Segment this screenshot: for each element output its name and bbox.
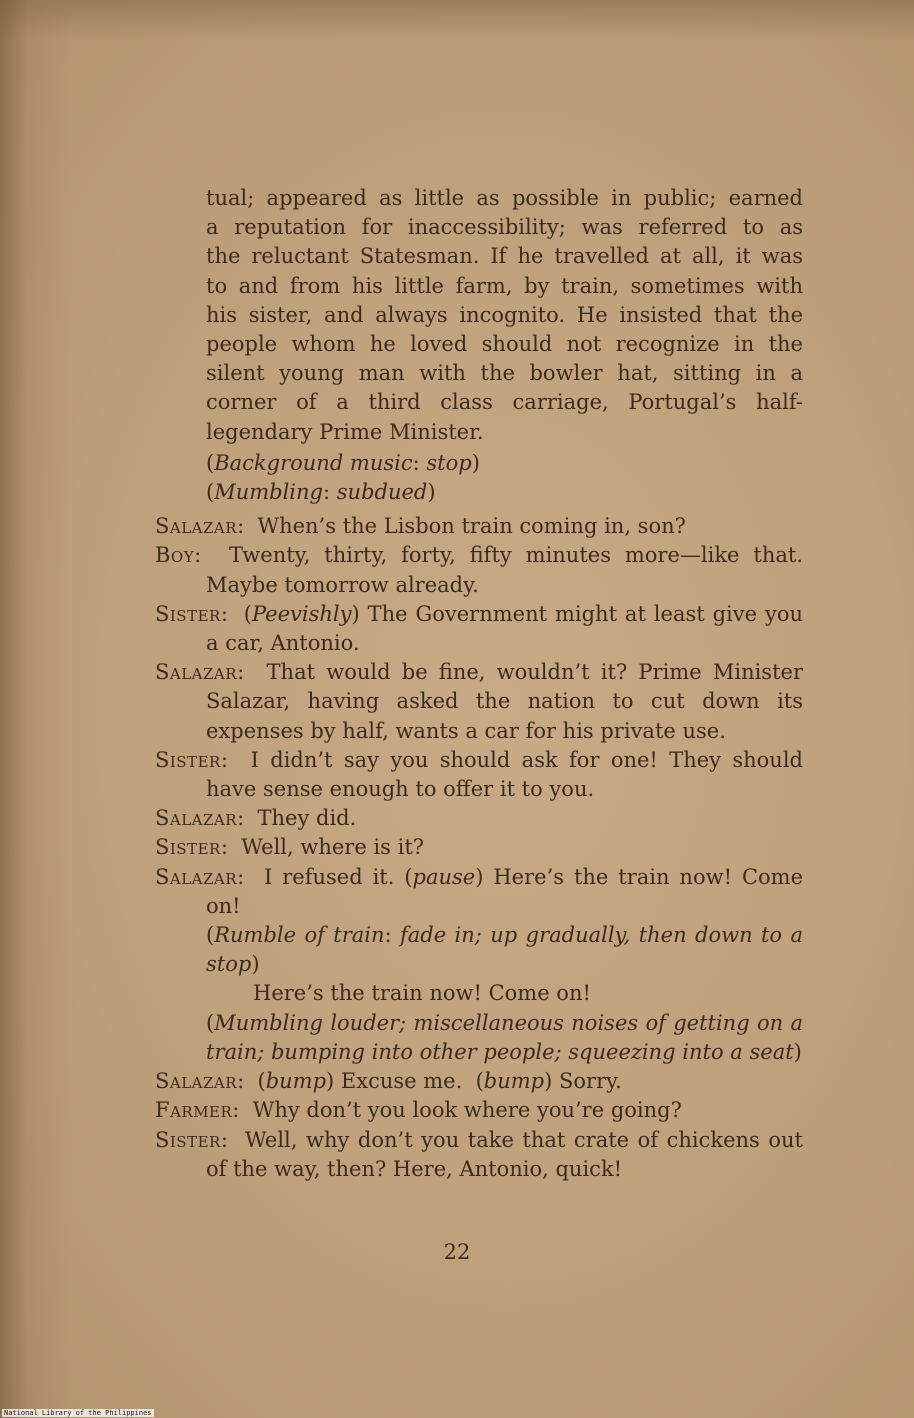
stage-cue: Peevishly [251,601,352,626]
dialogue-text: Here’s the train now! Come on! [206,864,803,918]
text-line: people whom he loved should not recognize in the [206,332,803,357]
text-line: the reluctant Statesman. If he travelled at all, it was [206,244,803,269]
stage-direction: (Background music: stop) [206,450,480,475]
dialogue-line: Boy: Twenty, thirty, forty, fifty minutes more—like that. Maybe tomorrow already. [155,543,803,597]
dialogue-text: The Government might at least give you a car, Antonio. [206,601,803,656]
speaker-name: Sister [155,835,221,860]
dialogue-line: Sister: (Peevishly) The Government might at least give you a car, Antonio. [155,601,803,656]
stage-direction: (Mumbling: subdued) [206,480,436,505]
dialogue-line: Salazar: When’s the Lisbon train coming in, son? [155,514,686,539]
dialogue-text: Twenty, thirty, forty, fifty minutes more—like that. Maybe tomorrow already. [206,543,803,597]
dialogue-line: Salazar: That would be fine, wouldn’t it? Prime Minister Salazar, having asked the nation to cut down its expenses by half, wants a car for his private use. [155,660,803,743]
text-line: legendary Prime Minister. [206,419,484,444]
speaker-name: Salazar [155,806,238,831]
dialogue-line: Sister: I didn’t say you should ask for one! They should have sense enough to offer it to you. [155,747,803,802]
direction-label: Mumbling [214,480,323,505]
speaker-name: Salazar [155,514,238,539]
stage-cue: pause [412,864,476,889]
stage-direction: (Mumbling louder; miscellaneous noises of getting on a train; bumping into other people; squeezing into a seat) [206,1010,803,1064]
page-number: 22 [443,1240,471,1264]
stage-cue: bump [483,1069,545,1094]
speaker-name: Boy [155,543,195,568]
repeated-line: Here’s the train now! Come on! [253,981,591,1006]
dialogue-line: Salazar: (bump) Excuse me. (bump) Sorry. [155,1069,622,1094]
dialogue-line: Farmer: Why don’t you look where you’re going? [155,1098,682,1123]
dialogue-text: I refused it. [264,864,395,889]
dialogue-text: They did. [257,806,357,831]
page-text [155,184,803,1184]
speaker-name: Salazar [155,1069,238,1094]
dialogue-text: Why don’t you look where you’re going? [252,1098,682,1123]
direction-label: Background music [214,450,413,475]
dialogue-text: Sorry. [559,1069,622,1094]
speaker-name: Salazar [155,864,238,889]
dialogue-line: Sister: Well, where is it? [155,835,425,860]
speaker-name: Sister [155,747,221,772]
speaker-name: Sister [155,1127,221,1152]
direction-value: stop [426,450,472,475]
direction-value: fade in; up gradually, then down to a stop [206,923,803,977]
dialogue-text: Well, why don’t you take that crate of chickens out of the way, then? Here, Antonio, quick! [206,1127,803,1181]
dialogue-text: That would be fine, wouldn’t it? Prime Minister Salazar, having asked the nation to cut down its expenses by half, wants a car for his private use. [206,660,803,743]
speaker-name: Farmer [155,1098,233,1123]
dialogue-text: Well, where is it? [241,835,425,860]
text-line: tual; appeared as little as possible in public; earned [206,186,803,210]
library-footer: National Library of the Philippines [4,1409,152,1417]
dialogue-line: Salazar: They did. [155,806,357,831]
dialogue-line: Salazar: I refused it. (pause) Here’s the train now! Come on! [155,864,803,918]
narration-paragraph [155,184,803,447]
stage-direction: (Rumble of train: fade in; up gradually, then down to a stop) [206,923,803,977]
speaker-name: Sister [155,601,221,626]
text-line: silent young man with the bowler hat, sitting in a [206,361,803,386]
dialogue-line: Sister: Well, why don’t you take that crate of chickens out of the way, then? Here, Antonio, quick! [155,1127,803,1181]
direction-text: Mumbling louder; miscellaneous noises of getting on a train; bumping into other people; squeezing into a seat [206,1010,803,1064]
speaker-name: Salazar [155,660,238,685]
dialogue-text: I didn’t say you should ask for one! They should have sense enough to offer it to you. [206,747,803,802]
text-line: corner of a third class carriage, Portugal’s half- [206,390,803,415]
direction-value: subdued [336,480,428,505]
direction-label: Rumble of train [214,923,385,948]
text-line: to and from his little farm, by train, sometimes with [206,273,803,298]
dialogue-text: Excuse me. [340,1069,463,1094]
text-line: his sister, and always incognito. He insisted that the [206,302,803,327]
dialogue-text: When’s the Lisbon train coming in, son? [257,514,686,539]
text-line: a reputation for inaccessibility; was referred to as [206,215,803,240]
stage-cue: bump [265,1069,327,1094]
